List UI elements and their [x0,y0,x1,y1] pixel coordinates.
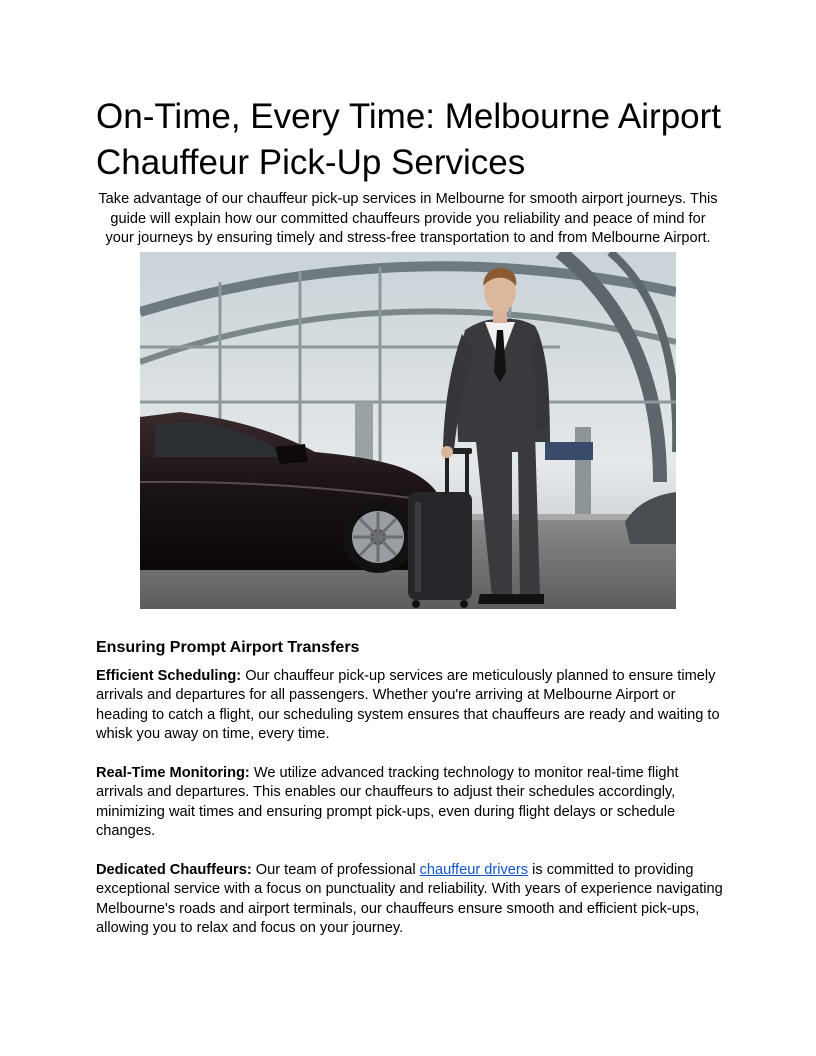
intro-paragraph: Take advantage of our chauffeur pick-up services in Melbourne for smooth airport journeys. This guide will explain how our committed chauffeurs provide you reliability and peace of mind for your journeys by ensuring timely and stress-free transportation to and from Melbourne Airport. [98,191,718,247]
paragraph-real-time-monitoring [96,764,726,842]
paragraph-label: Real-Time Monitoring: [96,765,250,781]
paragraph-text: Our chauffeur pick-up services are meticulously planned to ensure timely arrivals and departures for all passengers. Whether you're arriving at Melbourne Airport or heading to catch a flight, our scheduling system ensures that chauffeurs are ready and waiting to whisk you away on time, every time. [96,668,720,743]
paragraph-dedicated-chauffeurs [96,861,726,939]
paragraph-text: We utilize advanced tracking technology to monitor real-time flight arrivals and departures. This enables our chauffeurs to adjust their schedules accordingly, minimizing wait times and ensuring prompt pick-ups, even during flight delays or schedule changes. [96,765,679,840]
paragraph-text: Our team of professional [251,862,420,878]
paragraph-text: is committed to providing exceptional service with a focus on punctuality and reliability. With years of experience navigating Melbourne's roads and airport terminals, our chauffeurs ensure smooth and efficient pick-ups, allowing you to relax and focus on your journey. [96,862,723,937]
section-heading: Ensuring Prompt Airport Transfers [96,639,360,656]
paragraph-efficient-scheduling [96,667,726,745]
paragraph-label: Dedicated Chauffeurs: [96,862,252,878]
paragraph-label: Efficient Scheduling: [96,668,242,684]
chauffeur-drivers-link[interactable]: chauffeur drivers [419,862,529,878]
hero-image [140,252,676,609]
chauffeur-photo-icon [140,252,676,609]
page-title: On-Time, Every Time: Melbourne Airport Chauffeur Pick-Up Services [96,97,722,182]
